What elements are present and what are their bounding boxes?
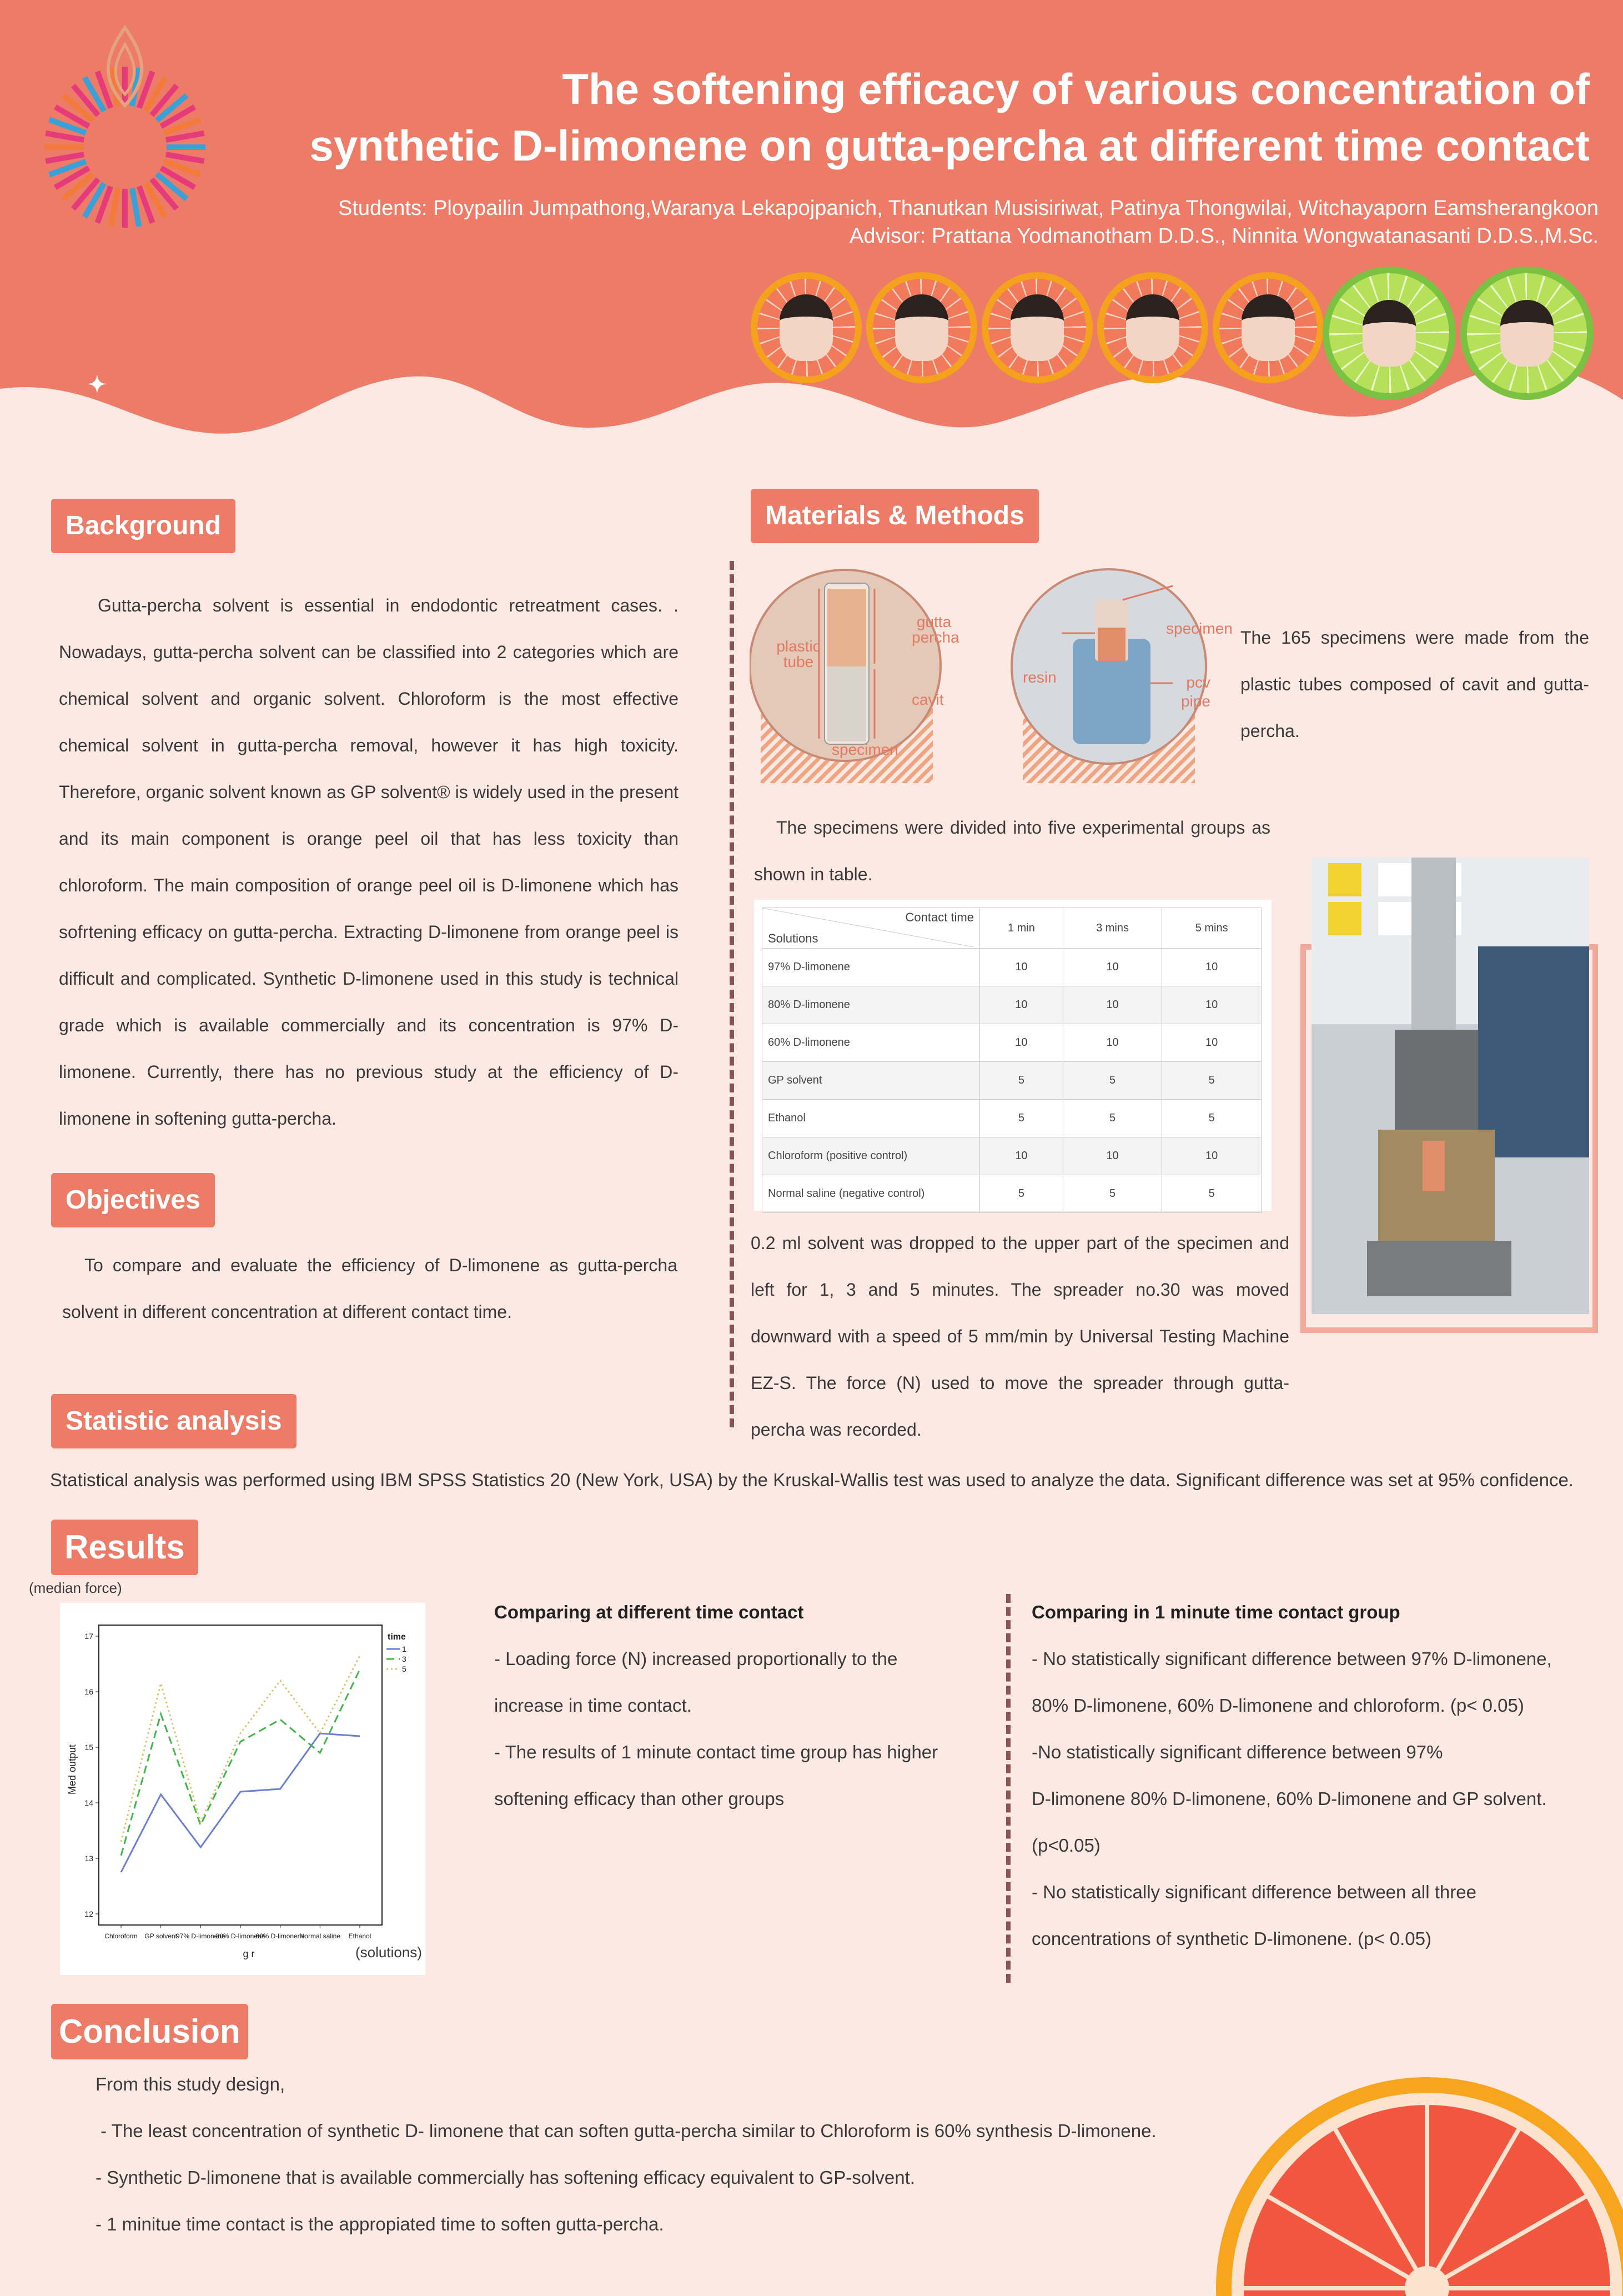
table-cell: 10 [1162, 1024, 1262, 1062]
chart-y-tick: 13 [84, 1854, 93, 1863]
label-specimen-2: specimen [1166, 620, 1233, 637]
table-col-header: 1 min [980, 908, 1063, 949]
table-cell: 10 [1063, 986, 1162, 1024]
chart-x-tick: 60% D-limonene [255, 1932, 305, 1940]
table-row [762, 949, 1262, 986]
statistic-text: Statistical analysis was performed using IBM SPSS Statistics 20 (New York, USA) by the Kruskal-Wallis test was used to analyze the data. Significant difference was set at 95% confidence. [50, 1470, 1574, 1490]
background-heading: Background [51, 499, 235, 553]
chart-y-tick: 16 [84, 1687, 93, 1696]
sparkle-icon: ✦ [88, 373, 107, 397]
chart-x-tick: GP solvent [144, 1932, 177, 1940]
advisor-photo-2 [1460, 267, 1594, 400]
table-row [762, 1100, 1262, 1137]
table-cell: 5 [980, 1100, 1063, 1137]
chart-legend-entry: 3 [402, 1655, 406, 1663]
conclusion-line: - Synthetic D-limonene that is available commercially has softening efficacy equivalent to GP-solvent. [96, 2167, 915, 2188]
results-col2-title: Comparing in 1 minute time contact group [1032, 1602, 1400, 1622]
table-cell: 10 [1162, 986, 1262, 1024]
chart-y-tick: 12 [84, 1909, 93, 1918]
table-cell: 10 [980, 986, 1063, 1024]
label-pcv-pipe: pcv pipe [1181, 674, 1210, 710]
table-header-row [762, 908, 1262, 949]
conclusion-line: - 1 minitue time contact is the appropiated time to soften gutta-percha. [96, 2214, 664, 2234]
table-cell: 5 [980, 1062, 1063, 1100]
table-row [762, 1175, 1262, 1213]
title-line-2: synthetic D-limonene on gutta-percha at different time contact [309, 121, 1590, 170]
table-cell: 5 [1162, 1175, 1262, 1213]
table-cell: 10 [980, 1137, 1063, 1175]
chart-y-tick: 15 [84, 1743, 93, 1752]
advisor-credit: Advisor: Prattana Yodmanotham D.D.S., Ninnita Wongwatanasanti D.D.S.,M.Sc. [850, 224, 1599, 248]
chart-note-solutions: (solutions) [355, 1944, 422, 1961]
conclusion-line: From this study design, [96, 2074, 285, 2094]
results-col1-line: increase in time contact. [494, 1695, 692, 1716]
chart-x-tick: Normal saline [299, 1932, 341, 1940]
chart-legend-entry: 1 [402, 1645, 406, 1653]
table-row-label: Normal saline (negative control) [762, 1175, 980, 1213]
corner-solutions: Solutions [768, 931, 818, 945]
objectives-text: To compare and evaluate the efficiency of D-limonene as gutta-percha solvent in different concentration at different contact time. [62, 1255, 677, 1322]
corner-contact-time: Contact time [905, 910, 974, 924]
table-row-label: Ethanol [762, 1100, 980, 1137]
results-chart [60, 1603, 425, 1975]
table-row [762, 1062, 1262, 1100]
table-row [762, 1024, 1262, 1062]
results-col1-line: - Loading force (N) increased proportionally to the [494, 1648, 898, 1669]
title-line-1: The softening efficacy of various concentration of [562, 64, 1590, 113]
student-photo-3 [982, 272, 1093, 383]
table-row-label: 80% D-limonene [762, 986, 980, 1024]
results-col2-line: 80% D-limonene, 60% D-limonene and chloroform. (p< 0.05) [1032, 1695, 1524, 1716]
students-credit: Students: Ploypailin Jumpathong,Waranya Lekapojpanich, Thanutkan Musisiriwat, Patinya Thongwilai, Witchayaporn Eamsherangkoon [338, 197, 1599, 220]
chart-x-tick: Ethanol [348, 1932, 371, 1940]
results-col2-line: concentrations of synthetic D-limonene. (p< 0.05) [1032, 1928, 1431, 1949]
table-col-header: 3 mins [1063, 908, 1162, 949]
chart-y-tick: 14 [84, 1798, 93, 1807]
testing-machine-photo [1312, 858, 1589, 1314]
results-col1-title: Comparing at different time contact [494, 1602, 804, 1622]
results-col1-line: - The results of 1 minute contact time group has higher [494, 1742, 938, 1762]
chart-series-line-1 [121, 1733, 360, 1872]
results-col1-line: softening efficacy than other groups [494, 1788, 785, 1809]
chart-y-axis-label: Med output [67, 1744, 78, 1795]
chart-x-axis-label: g r [243, 1948, 255, 1959]
chart-legend-entry: 5 [402, 1665, 406, 1673]
table-row [762, 1137, 1262, 1175]
statistic-heading: Statistic analysis [51, 1394, 297, 1448]
table-cell: 10 [1063, 1137, 1162, 1175]
table-cell: 5 [1162, 1100, 1262, 1137]
table-cell: 5 [1063, 1100, 1162, 1137]
table-cell: 10 [980, 1024, 1063, 1062]
grapefruit-illustration [1210, 2055, 1623, 2296]
label-gutta-percha: gutta percha [912, 613, 959, 646]
conclusion-line: - The least concentration of synthetic D- limonene that can soften gutta-percha similar to Chloroform is 60% synthesis D-limonene. [96, 2120, 1157, 2141]
chart-x-tick: 97% D-limonene [175, 1932, 225, 1940]
faculty-logo [39, 22, 211, 228]
table-col-header: 5 mins [1162, 908, 1262, 949]
table-cell: 10 [1162, 949, 1262, 986]
student-photo-5 [1213, 272, 1324, 383]
label-resin: resin [1023, 669, 1057, 686]
table-cell: 10 [1063, 949, 1162, 986]
results-col2-line: - No statistically significant difference between 97% D-limonene, [1032, 1648, 1552, 1669]
student-photo-1 [751, 272, 862, 383]
label-cavit: cavit [912, 691, 944, 708]
specimen-table [762, 908, 1262, 1213]
student-photo-2 [866, 272, 977, 383]
table-cell: 10 [1162, 1137, 1262, 1175]
column-divider [730, 561, 734, 1427]
table-cell: 10 [980, 949, 1063, 986]
label-plastic-tube: plastic tube [776, 638, 821, 670]
results-col2-line: - No statistically significant difference between all three [1032, 1882, 1476, 1902]
results-divider [1006, 1594, 1011, 1983]
specimen-table-card [754, 900, 1272, 1211]
chart-y-tick: 17 [84, 1632, 93, 1641]
table-row-label: 97% D-limonene [762, 949, 980, 986]
chart-x-tick: Chloroform [104, 1932, 138, 1940]
groups-text: The specimens were divided into five experimental groups as shown in table. [754, 818, 1270, 884]
label-specimen-1: specimen [832, 741, 898, 758]
chart-x-tick: 80% D-limonene [215, 1932, 265, 1940]
table-cell: 5 [1063, 1062, 1162, 1100]
chart-series-line-3 [121, 1670, 360, 1856]
chart-legend-title: time [388, 1632, 406, 1642]
results-col2-line: D-limonene 80% D-limonene, 60% D-limonene and GP solvent. [1032, 1788, 1547, 1809]
results-heading: Results [51, 1520, 198, 1575]
table-cell: 5 [1063, 1175, 1162, 1213]
table-cell: 10 [1063, 1024, 1162, 1062]
table-row-label: Chloroform (positive control) [762, 1137, 980, 1175]
chart-note-median-force: (median force) [29, 1580, 122, 1596]
advisor-photo-1 [1323, 267, 1456, 400]
results-col2-line: -No statistically significant difference between 97% [1032, 1742, 1443, 1762]
background-text: Gutta-percha solvent is essential in endodontic retreatment cases. . Nowadays, gutta-percha solvent can be classified into 2 categories which are chemical solvent and organic solvent. Chloroform is the most effective chemical solvent in gutta-percha removal, however it has high toxicity. Therefore, organic solvent known as GP solvent® is widely used in the present and its main component is orange peel oil that has less toxicity than chloroform. The main composition of orange peel oil is D-limonene which has sofrtening efficacy on gutta-percha. Extracting D-limonene from orange peel is difficult and complicated. Synthetic D-limonene used in this study is technical grade which is available commercially and its concentration is 97% D-limonene. Currently, there has no previous study at the efficiency of D-limonene in softening gutta-percha. [59, 595, 679, 1129]
table-row [762, 986, 1262, 1024]
procedure-text: 0.2 ml solvent was dropped to the upper part of the specimen and left for 1, 3 and 5 minutes. The spreader no.30 was moved downward with a speed of 5 mm/min by Universal Testing Machine EZ-S. The force (N) used to move the spreader through gutta-percha was recorded. [751, 1233, 1289, 1440]
results-col2-line: (p<0.05) [1032, 1835, 1101, 1856]
objectives-heading: Objectives [51, 1173, 215, 1227]
table-row-label: 60% D-limonene [762, 1024, 980, 1062]
conclusion-heading: Conclusion [51, 2004, 248, 2059]
table-corner [762, 908, 980, 949]
student-photo-4 [1097, 272, 1208, 383]
specimens-text: The 165 specimens were made from the plastic tubes composed of cavit and gutta-percha. [1240, 628, 1589, 741]
table-row-label: GP solvent [762, 1062, 980, 1100]
table-cell: 5 [1162, 1062, 1262, 1100]
chart-series-line-5 [121, 1656, 360, 1842]
table-cell: 5 [980, 1175, 1063, 1213]
methods-heading: Materials & Methods [751, 489, 1039, 543]
